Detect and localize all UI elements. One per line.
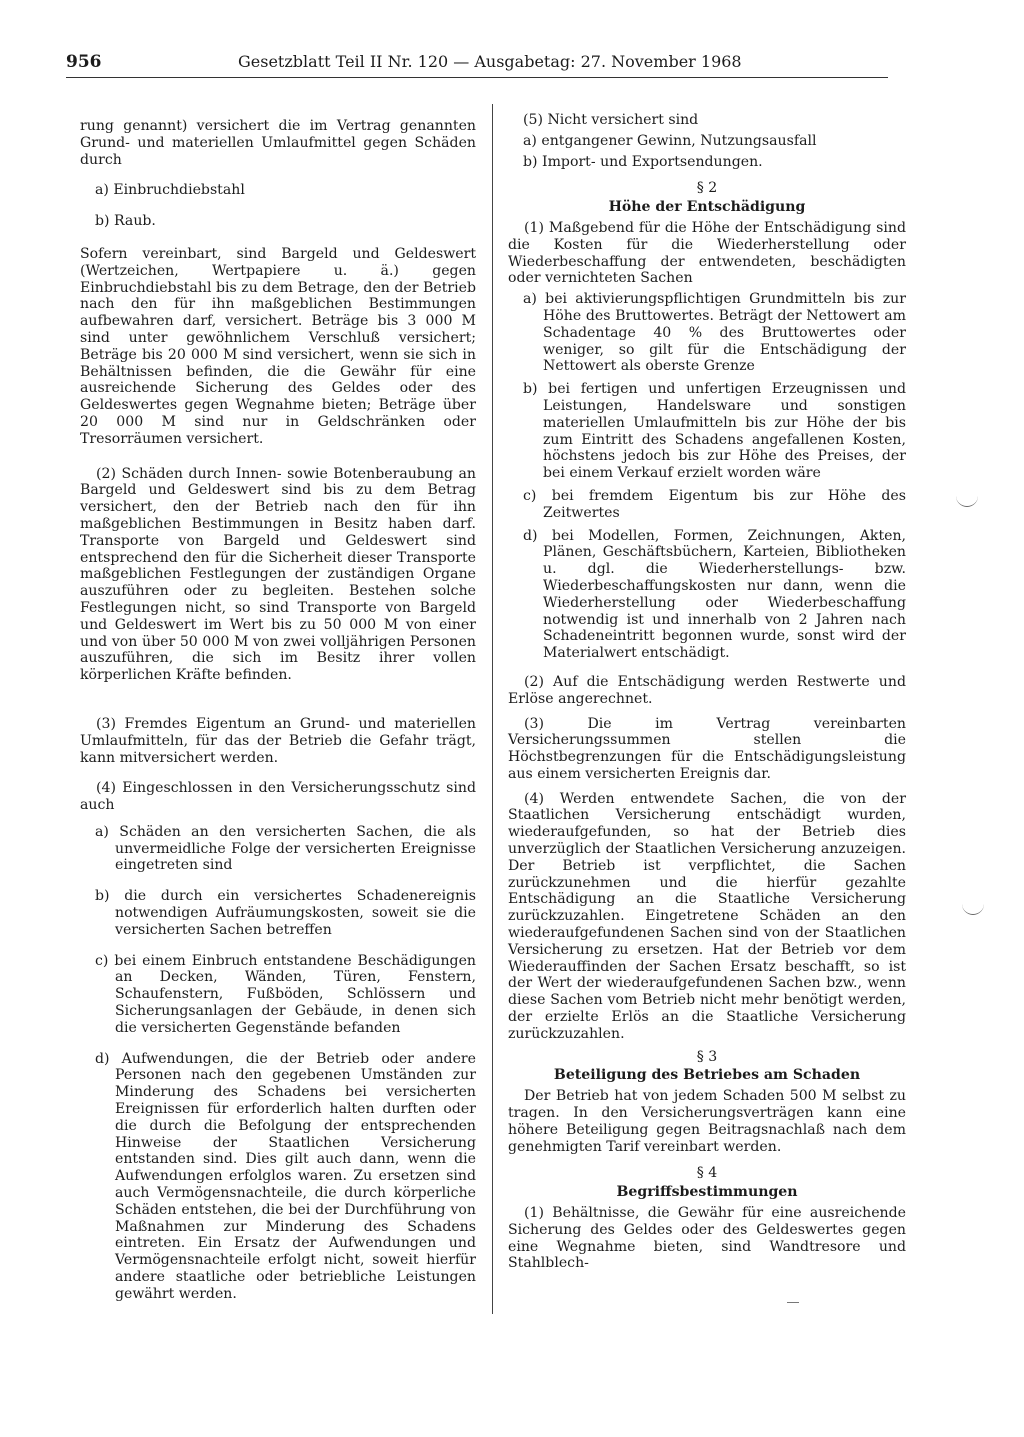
header-rule [66,77,888,78]
list-item-2c: c) bei fremdem Eigentum bis zur Höhe des Zeitwertes [523,487,906,521]
paragraph-3: (3) Fremdes Eigentum an Grund- und materiellen Umlaufmitteln, für das der Betrieb die Gefahr trägt, kann mitversichert werden. [80,715,476,766]
section-4-heading: Begriffsbestimmungen [616,1184,798,1201]
list-item-2d: d) bei Modellen, Formen, Zeichnungen, Akten, Plänen, Geschäftsbüchern, Karteien, Bibliotheken u. dgl. die Wiederherstellungs- bzw. Wiederbeschaffungskosten nur dann, wenn die Wiederherstellung oder Wiederbeschaffung notwendig ist und innerhalb von 2 Jahren nach Schadeneintritt begonnen wurde, sonst wird der Materialwert entschädigt. [523,527,906,662]
section-2-paragraph-3: (3) Die im Vertrag vereinbarten Versicherungssummen stellen die Höchstbegrenzungen für die Entschädigungsleistung aus einem versicherten Ereignis dar. [508,715,906,782]
section-4-paragraph-1: (1) Behältnisse, die Gewähr für eine ausreichende Sicherung des Geldes oder des Geldeswertes gegen eine Wegnahme bieten, sind Wandtresore und Stahlblech- [508,1205,906,1272]
section-3-paragraph: Der Betrieb hat von jedem Schaden 500 M selbst zu tragen. In den Versicherungsverträgen kann eine höhere Beteiligung gegen Beitragsnachlaß nach dem genehmigten Tarif vereinbart werden. [508,1088,906,1155]
intro-paragraph: rung genannt) versichert die im Vertrag genannten Grund- und materiellen Umlaufmittel gegen Schäden durch [80,118,476,168]
paragraph-4: (4) Eingeschlossen in den Versicherungsschutz sind auch [80,780,476,814]
header-title: Gesetzblatt Teil II Nr. 120 — Ausgabetag: 27. November 1968 [238,52,742,71]
section-2-paragraph-1: (1) Maßgebend für die Höhe der Entschädigung sind die Kosten für die Wiederherstellung oder Wiederbeschaffung der entwendeten, beschädigten oder vernichteten Sachen [508,219,906,287]
column-divider [492,104,493,1314]
list-item-5b: b) Import- und Exportsendungen. [523,153,763,170]
right-column [508,112,906,1272]
list-item-2b: b) bei fertigen und unfertigen Erzeugnissen und Leistungen, Handelsware und sonstigen materiellen Umlaufmitteln bis zur Höhe der bis zum Eintritt des Schadens angefallenen Kosten, höchstens jedoch bis zur Höhe des Preises, der bei einem Verkauf erzielt worden wäre [523,381,906,482]
paragraph-5: (5) Nicht versichert sind [523,112,699,128]
paragraph-bargeld: Sofern vereinbart, sind Bargeld und Geldeswert (Wertzeichen, Wertpapiere u. ä.) gegen Einbruchdiebstahl bis zu dem Betrage, den der Betrieb nach den für ihn maßgeblichen Bestimmungen aufbewahren darf, versichert. Beträge bis 3 000 M sind unter gewöhnlichem Verschluß versichert; Beträge bis 20 000 M sind versichert, wenn sie sich in Behältnissen befinden, die die Gewähr für eine ausreichende Sicherung des Geldes oder des Geldeswertes gegen Wegnahme bieten; Beträge über 20 000 M sind nur in Geldschränken oder Tresorräumen versichert. [80,245,476,447]
section-2-paragraph-4: (4) Werden entwendete Sachen, die von der Staatlichen Versicherung entschädigt wurden, wiederaufgefunden, so hat der Betrieb dies unverzüglich der Staatlichen Versicherung anzuzeigen. Der Betrieb ist verpflichtet, die Sachen zurückzunehmen und die hierfür gezahlte Entschädigung an die Staatliche Versicherung zurückzuzahlen. Eingetretene Schäden an den wiederaufgefundenen Sachen sind von der Staatlichen Versicherung zu ersetzen. Hat der Betrieb vor dem Wiederauffinden der Sachen Ersatz beschafft, so ist der Wert der wiederaufgefundenen Sachen bzw., wenn diese Sachen vom Betrieb nicht mehr benötigt werden, der erzielte Erlös an die Staatliche Versicherung zurückzuzahlen. [508,790,906,1042]
list-item-2a: a) bei aktivierungspflichtigen Grundmitteln bis zur Höhe des Bruttowertes. Beträgt der Nettowert am Schadentage 40 % des Bruttowertes oder weniger, so gilt für die Entschädigung der Nettowert als oberste Grenze [523,291,906,375]
paragraph-2: (2) Schäden durch Innen- sowie Botenberaubung an Bargeld und Geldeswert sind bis zu dem Betrag versichert, den der Betrieb nach den für ihn maßgeblichen Bestimmungen in Besitz haben darf. Transporte von Bargeld und Geldeswert sind entsprechend den für die Sicherheit dieser Transporte maßgeblichen Festlegungen der zuständigen Organe auszuführen oder zu begleiten. Bestehen solche Festlegungen nicht, so sind Transporte von Bargeld und Geldeswert im Wert bis zu 50 000 M von einer und von über 50 000 M von zwei volljährigen Personen auszuführen, die sich im Besitz ihrer vollen körperlichen Kräfte befinden. [80,465,476,684]
section-3-heading: Beteiligung des Betriebes am Schaden [553,1067,861,1084]
page-header [66,52,888,82]
list-item-4d: d) Aufwendungen, die der Betrieb oder andere Personen nach den gegebenen Umständen zur Minderung des Schadens bei versicherten Ereignissen für erforderlich halten durften oder die durch die Befolgung der entsprechenden Hinweise der Staatlichen Versicherung entstanden sind. Dies gilt auch dann, wenn die Aufwendungen erfolglos waren. Zu ersetzen sind auch Vermögensnachteile, die durch körperliche Schäden entstehen, die bei der Durchführung von Maßnahmen zur Minderung des Schadens eintreten. Ein Ersatz der Aufwendungen und Vermögensnachteile erfolgt nicht, soweit hierfür andere staatliche oder betriebliche Leistungen gewährt werden. [95,1050,476,1302]
page-number: 956 [66,52,102,72]
section-3-number: § 3 [696,1048,718,1065]
section-4-number: § 4 [696,1165,718,1182]
section-2-number: § 2 [696,180,718,197]
list-item-raub: b) Raub. [95,213,156,230]
margin-mark [956,496,978,507]
list-item-4b: b) die durch ein versichertes Schadenereignis notwendigen Aufräumungskosten, soweit sie die versicherten Sachen betreffen [95,888,476,938]
list-item-4a: a) Schäden an den versicherten Sachen, die als unvermeidliche Folge der versicherten Ereignisse eingetreten sind [95,823,476,874]
section-2-heading: Höhe der Entschädigung [608,199,806,216]
section-2-paragraph-2: (2) Auf die Entschädigung werden Restwerte und Erlöse angerechnet. [508,673,906,707]
left-column [80,118,476,1303]
page-end-mark [787,1302,799,1303]
list-item-einbruchdiebstahl: a) Einbruchdiebstahl [95,182,245,199]
margin-mark [962,904,984,915]
list-item-5a: a) entgangener Gewinn, Nutzungsausfall [523,132,817,149]
list-item-4c: c) bei einem Einbruch entstandene Beschädigungen an Decken, Wänden, Türen, Fenstern, Schaufenstern, Fußböden, Schlössern und Sicherungsanlagen der Gebäude, in denen sich die versicherten Gegenstände befanden [95,952,476,1036]
